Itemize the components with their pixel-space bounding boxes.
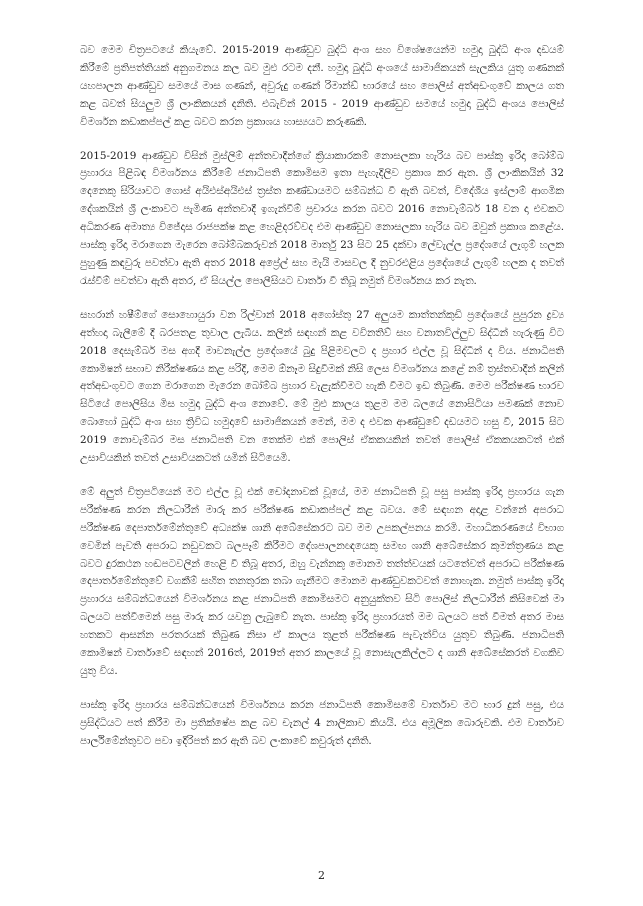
paragraph-2: 2015-2019 ආණ්ඩුව විසින් මුස්ලිම් අන්තවාදීන්ගේ ක්‍රියාකාරකම් නොසලකා හැරිය බව පාස්කු ඉරිදා බෝම්බ ප්‍රහාරය පිළිබඳ විමර්ශනය කිරීමේ ජනාධිපති කොමිසම ඉතා පැහැදිලිව ප්‍රකාශ කර ඇත. ශ්‍රී ලාංකිකයින් 32 දෙනෙකු සිරියාවට ගොස් අයිඑස්අයිඑස් ත්‍රස්ත කණ්ඩායමට සම්බන්ධ වී ඇති බවත්, විදේශීය ඉස්ලාම් ආගමික දේශකයින් ශ්‍රී ලංකාවට පැමිණ අන්තවාදී ඉගැන්වීම් ප්‍රචාරය කරන බවට 2016 නොවැම්බර් 18 වන දා එවකට අධිකරණ අමාත්‍ය විජේදාස රාජපක්ෂ කළ හෙළිදරව්වද එම ආණ්ඩුව නොසලකා හැරිය බව ඔවුන් ප්‍රකාශ කළේය. පාස්කු ඉරිදා මරාගෙන මැරෙන බෝම්බකරුවන් 2018 මාර්තු 23 සිට 25 දක්වා ලේවැල්ල ප්‍රදේශයේ ලැගුම් හලක පුහුණු කඳවුරු පවත්වා ඇති අතර 2018 අප්‍රේල් සහ මැයි මාසවල දී නුවරඑළිය ප්‍රදේශයේ ලැගුම් හලක ද තවත් රැස්වීම් පවත්වා ඇති අතර, ඒ සියල්ල පොලීසියට වාර්තා වී තිබූ නමුත් විමර්ශනය කර නැත. [80, 149, 564, 287]
paragraph-1: බව මෙම චිත්‍රපටයේ කියැවේ. 2015-2019 ආණ්ඩුව බුද්ධි අංශ සහ විශේෂයෙන්ම හමුදා බුද්ධි අංශ දඩයම් කිරීමේ ප්‍රතිපත්තියක් අනුගමනය කල බව මුළු රටම දනී. හමුදා බුද්ධි අංශයේ සාමාජිකයන් සැලකිය යුතු ගණනක් යහපාලන ආණ්ඩුව සමයේ මාස ගණන්, අවුරුදු ගණන් රිමාන්ඩ් භාරයේ සහ පොලිස් අත්අඩංගුවේ කාලය ගත කළ බවත් සියලුම ශ්‍රී ලාංකිකයන් දනිති. එබැවින් 2015 - 2019 ආණ්ඩුව සමයේ හමුදා බුද්ධි අංශය පොලිස් විමර්ශන කඩාකප්පල් කළ බවට කරන ප්‍රකාශය හාස්‍යයට කරුණකි. [80, 44, 564, 128]
paragraph-5: පාස්කු ඉරිදා ප්‍රහාරය සම්බන්ධයෙන් විමර්ශනය කරන ජනාධිපති කොමිසමේ වාර්තාව මට භාර දුන් පසු, එය ප්‍රසිද්ධියට පත් කිරීම මා ප්‍රතික්ෂේප කළ බව චැනල් 4 නාලිකාව කියයි. එය අමූලික බොරුවකි. එම වාර්තාව පාර්ලිමේන්තුවට පවා ඉදිරිපත් කර ඇති බව ලංකාවේ කවුරුත් දනිති. [80, 698, 564, 747]
document-body [80, 42, 564, 751]
paragraph-3: සහරාන් හෂීම්ගේ සොහොයුරා වන රිල්වාන් 2018 අගෝස්තු 27 අලුයම කාත්තන්කුඩි ප්‍රදේශයේ පුපුරන ද්‍රව්‍ය අත්හදා බැලීමේ දී බරපතළ තුවාල ලැබීය. කලින් සඳහන් කළ වවිනතිව් සහ වනාතවිල්ලුව සිද්ධීන් හැරුණු විට 2018 දෙසැම්බර් මස අගදී මාවනැල්ල ප්‍රදේශයේ බුදු පිළිමවලට ද ප්‍රහාර එල්ල වූ සිද්ධීන් ද විය. ජනාධිපති කොමිෂන් සභාව නිරීක්ෂණය කළ පරිදි, මෙම ඕනෑම සිදුවීමක් නිසි ලෙස විමර්ශනය කළේ නම් ත්‍රස්තවාදීන් කලින් අත්අඩංගුවට ගෙන මරාගෙන මැරෙන බෝම්බ ප්‍රහාර වැළැක්වීමට හැකි වීමට ඉඩ තිබුණි. මෙම පරීක්ෂණ භාරව සිටියේ පොලිසිය මිස හමුදා බුද්ධි අංශ නොවේ. මේ මුළු කාලය තුළම මම බලයේ නොසිටියා පමණක් නොව බොහෝ බුද්ධි අංශ සහ ත්‍රිවිධ හමුදාවේ සාමාජිකයන් මෙන්, මම ද එවක ආණ්ඩුවේ දඩයමට හසු වී, 2015 සිට 2019 නොවැම්බර මස ජනාධිපති වන තෙක්ම එක් පොලිස් ඒකකයකින් තවත් පොලිස් ඒකකයකටත් එක් උසාවියකින් තවත් උසාවියකටත් යමින් සිටියෙමි. [80, 308, 564, 465]
page-number: 2 [318, 869, 325, 882]
paragraph-4: මේ අලුත් චිත්‍රපටියෙන් මට එල්ල වූ එක් චෝදනාවක් වූයේ, මම ජනාධිපති වූ පසු පාස්කු ඉරිදා ප්‍රහාරය ගැන පරීක්ෂණ කරන නිලධාරීන් මාරු කර පරීක්ෂණ කඩාකප්පල් කළ බවය. මේ සඳහන අදාළ වන්නේ අපරාධ පරීක්ෂණ දෙපාර්තමේන්තුවේ අධ්‍යක්ෂ ශානි අබේසේකරට බව මම උපකල්පනය කරමි. මහාධිකරණයේ විභාග වෙමින් පැවති අපරාධ නඩුවකට බලපෑම් කිරීමට දේශපාලනඥයෙකු සමඟ ශානි අබේසේකර කුමන්ත්‍රණය කළ බවට දුරකථන හඬපටවලින් හෙළි වී තිබූ අතර, ඔහු වැන්නකු මොනම තත්ත්වයක් යටතේවත් අපරාධ පරීක්ෂණ දෙපාර්තමේන්තුවේ වගකීම් සහිත තනතුරක තබා ගැනීමට මොනම ආණ්ඩුවකටවත් නොහැක. නමුත් පාස්කු ඉරිදා ප්‍රහාරය සම්බන්ධයෙන් විමර්ශනය කළ ජනාධිපති කොමිසමට අනුයුක්තව සිටි පොලිස් නිලධාරීන් කිසිවෙක් මා බලයට පත්වීමෙන් පසු මාරු කර යවනු ලැබුවේ නැත. පාස්කු ඉරිදා ප්‍රහාරයත් මම බලයට පත් වීමත් අතර මාස හතකට ආසන්න පරතරයක් තිබුණ නිසා ඒ කාලය තුළත් පරීක්ෂණ පැවැත්විය යුතුව තිබුණි. ජනාධිපති කොමිෂන් වාර්තාවේ සඳහන් 2016ත්, 2019ත් අතර කාලයේ වූ නොසැලකිල්ලට ද ශානි අබේසේකරත් වගකිව යුතු විය. [80, 485, 564, 677]
